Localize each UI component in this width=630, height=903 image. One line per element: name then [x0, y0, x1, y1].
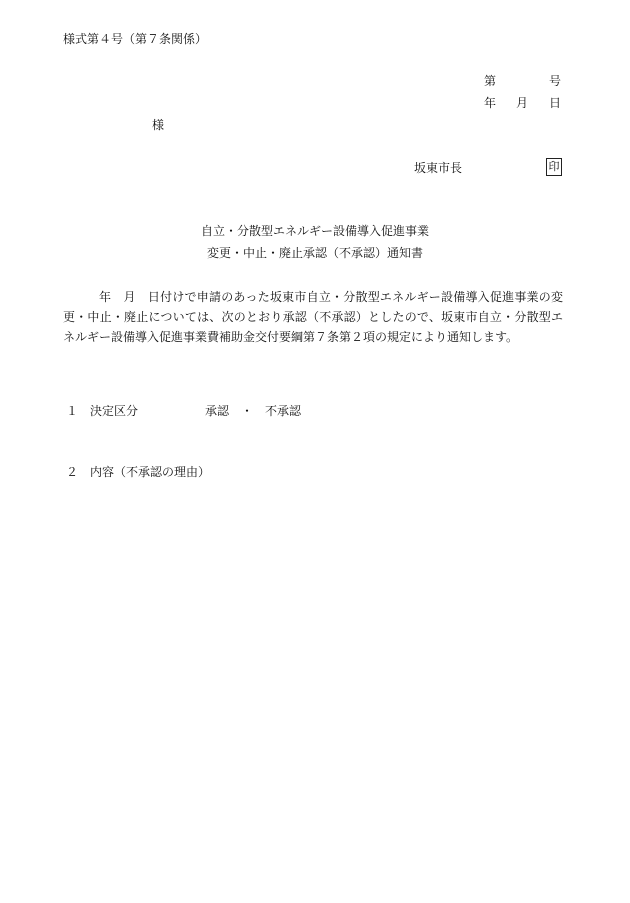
date-day-label: 日: [549, 96, 562, 110]
seal-stamp: 印: [546, 158, 562, 176]
addressee-suffix: 様: [152, 118, 165, 132]
document-title-line2: 変更・中止・廃止承認（不承認）通知書: [206, 246, 423, 260]
item1-number: １: [66, 404, 79, 418]
form-label: 様式第４号（第７条関係）: [63, 32, 208, 46]
item2-label: 内容（不承認の理由）: [90, 465, 211, 479]
sender-name: 坂東市長: [414, 161, 463, 175]
item1-label: 決定区分: [90, 404, 139, 418]
date-year-label: 年: [484, 96, 497, 110]
item2-number: ２: [66, 465, 79, 479]
document-number-suffix: 号: [549, 74, 562, 88]
item1-decision-options: 承認 ・ 不承認: [205, 404, 302, 418]
date-month-label: 月: [516, 96, 529, 110]
body-paragraph: 年 月 日付けで申請のあった坂東市自立・分散型エネルギー設備導入促進事業の変更・中止・廃止については、次のとおり承認（不承認）としたので、坂東市自立・分散型エネルギー設備導入促進事業費補助金交付要綱第７条第２項の規定により通知します。: [63, 290, 563, 344]
document-number-prefix: 第: [484, 74, 497, 88]
document-title-line1: 自立・分散型エネルギー設備導入促進事業: [200, 224, 429, 238]
